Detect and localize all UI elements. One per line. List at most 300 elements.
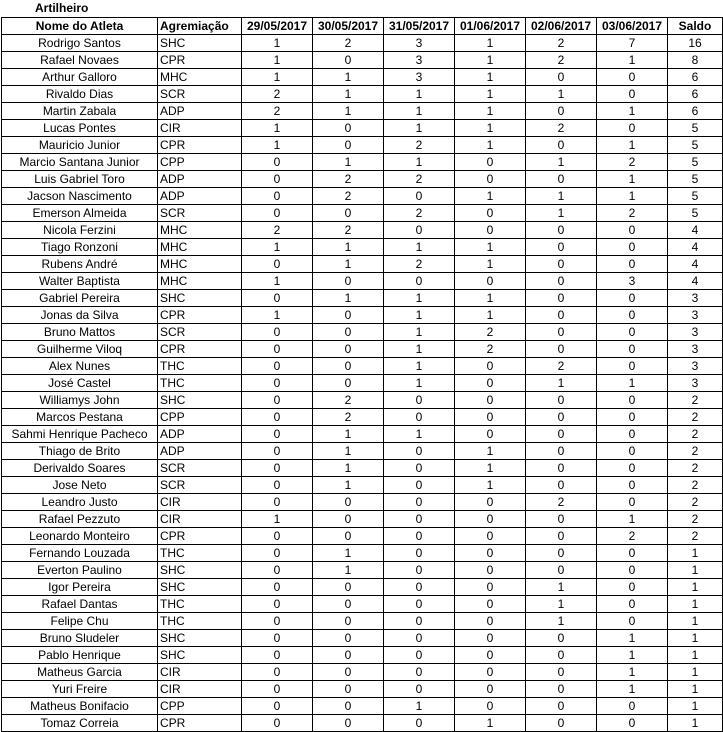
total-cell[interactable]: 1	[668, 630, 723, 647]
date-6-cell[interactable]: 0	[597, 307, 668, 324]
date-4-cell[interactable]: 0	[455, 154, 526, 171]
club-cell[interactable]: SCR	[158, 324, 242, 341]
club-cell[interactable]: SCR	[158, 460, 242, 477]
date-3-cell[interactable]: 0	[384, 630, 455, 647]
date-3-cell[interactable]: 0	[384, 494, 455, 511]
date-6-cell[interactable]: 1	[597, 664, 668, 681]
date-1-cell[interactable]: 0	[242, 664, 313, 681]
date-4-cell[interactable]: 0	[455, 205, 526, 222]
date-3-cell[interactable]: 2	[384, 171, 455, 188]
club-cell[interactable]: CPP	[158, 154, 242, 171]
date-1-cell[interactable]: 2	[242, 103, 313, 120]
athlete-name-cell[interactable]: Jonas da Silva	[2, 307, 158, 324]
total-cell[interactable]: 3	[668, 375, 723, 392]
athlete-name-cell[interactable]: Matheus Bonifacio	[2, 698, 158, 715]
athlete-name-cell[interactable]: Gabriel Pereira	[2, 290, 158, 307]
date-5-cell[interactable]: 0	[526, 511, 597, 528]
date-4-cell[interactable]: 0	[455, 494, 526, 511]
date-5-cell[interactable]: 0	[526, 273, 597, 290]
athlete-name-cell[interactable]: Martin Zabala	[2, 103, 158, 120]
total-cell[interactable]: 3	[668, 290, 723, 307]
date-1-cell[interactable]: 0	[242, 647, 313, 664]
club-cell[interactable]: CIR	[158, 681, 242, 698]
date-2-cell[interactable]: 0	[313, 579, 384, 596]
total-cell[interactable]: 4	[668, 239, 723, 256]
header-date-2[interactable]: 30/05/2017	[313, 18, 384, 35]
date-3-cell[interactable]: 1	[384, 698, 455, 715]
total-cell[interactable]: 4	[668, 256, 723, 273]
date-3-cell[interactable]: 2	[384, 137, 455, 154]
date-2-cell[interactable]: 2	[313, 409, 384, 426]
date-6-cell[interactable]: 0	[597, 596, 668, 613]
total-cell[interactable]: 5	[668, 120, 723, 137]
date-6-cell[interactable]: 0	[597, 341, 668, 358]
date-4-cell[interactable]: 2	[455, 324, 526, 341]
total-cell[interactable]: 2	[668, 426, 723, 443]
date-1-cell[interactable]: 1	[242, 511, 313, 528]
date-6-cell[interactable]: 1	[597, 103, 668, 120]
date-3-cell[interactable]: 0	[384, 545, 455, 562]
athlete-name-cell[interactable]: Fernando Louzada	[2, 545, 158, 562]
athlete-name-cell[interactable]: José Castel	[2, 375, 158, 392]
total-cell[interactable]: 1	[668, 681, 723, 698]
date-2-cell[interactable]: 1	[313, 239, 384, 256]
date-1-cell[interactable]: 1	[242, 52, 313, 69]
date-3-cell[interactable]: 0	[384, 596, 455, 613]
athlete-name-cell[interactable]: Tiago Ronzoni	[2, 239, 158, 256]
date-1-cell[interactable]: 0	[242, 562, 313, 579]
date-1-cell[interactable]: 0	[242, 358, 313, 375]
total-cell[interactable]: 6	[668, 69, 723, 86]
date-2-cell[interactable]: 0	[313, 630, 384, 647]
athlete-name-cell[interactable]: Lucas Pontes	[2, 120, 158, 137]
athlete-name-cell[interactable]: Igor Pereira	[2, 579, 158, 596]
total-cell[interactable]: 1	[668, 715, 723, 732]
date-5-cell[interactable]: 0	[526, 137, 597, 154]
date-3-cell[interactable]: 0	[384, 392, 455, 409]
total-cell[interactable]: 5	[668, 171, 723, 188]
date-2-cell[interactable]: 0	[313, 120, 384, 137]
date-3-cell[interactable]: 1	[384, 341, 455, 358]
header-date-5[interactable]: 02/06/2017	[526, 18, 597, 35]
date-1-cell[interactable]: 2	[242, 222, 313, 239]
header-date-6[interactable]: 03/06/2017	[597, 18, 668, 35]
date-1-cell[interactable]: 2	[242, 86, 313, 103]
club-cell[interactable]: ADP	[158, 103, 242, 120]
date-4-cell[interactable]: 1	[455, 188, 526, 205]
date-4-cell[interactable]: 0	[455, 664, 526, 681]
date-6-cell[interactable]: 2	[597, 528, 668, 545]
date-4-cell[interactable]: 0	[455, 375, 526, 392]
total-cell[interactable]: 3	[668, 341, 723, 358]
date-1-cell[interactable]: 1	[242, 69, 313, 86]
date-4-cell[interactable]: 0	[455, 528, 526, 545]
date-4-cell[interactable]: 0	[455, 647, 526, 664]
header-date-3[interactable]: 31/05/2017	[384, 18, 455, 35]
date-4-cell[interactable]: 1	[455, 35, 526, 52]
date-3-cell[interactable]: 1	[384, 375, 455, 392]
date-6-cell[interactable]: 0	[597, 120, 668, 137]
date-2-cell[interactable]: 0	[313, 698, 384, 715]
club-cell[interactable]: THC	[158, 613, 242, 630]
date-3-cell[interactable]: 0	[384, 188, 455, 205]
date-2-cell[interactable]: 2	[313, 35, 384, 52]
club-cell[interactable]: SHC	[158, 579, 242, 596]
date-4-cell[interactable]: 0	[455, 562, 526, 579]
date-1-cell[interactable]: 0	[242, 715, 313, 732]
header-total[interactable]: Saldo	[668, 18, 723, 35]
date-5-cell[interactable]: 2	[526, 52, 597, 69]
date-6-cell[interactable]: 1	[597, 171, 668, 188]
date-5-cell[interactable]: 1	[526, 596, 597, 613]
date-1-cell[interactable]: 1	[242, 307, 313, 324]
date-6-cell[interactable]: 0	[597, 409, 668, 426]
date-5-cell[interactable]: 0	[526, 290, 597, 307]
date-6-cell[interactable]: 0	[597, 477, 668, 494]
total-cell[interactable]: 1	[668, 596, 723, 613]
club-cell[interactable]: CPR	[158, 715, 242, 732]
date-6-cell[interactable]: 1	[597, 511, 668, 528]
date-3-cell[interactable]: 1	[384, 358, 455, 375]
club-cell[interactable]: THC	[158, 545, 242, 562]
club-cell[interactable]: THC	[158, 596, 242, 613]
date-2-cell[interactable]: 0	[313, 715, 384, 732]
date-1-cell[interactable]: 0	[242, 290, 313, 307]
date-3-cell[interactable]: 0	[384, 409, 455, 426]
total-cell[interactable]: 1	[668, 562, 723, 579]
date-4-cell[interactable]: 1	[455, 103, 526, 120]
club-cell[interactable]: ADP	[158, 443, 242, 460]
date-1-cell[interactable]: 0	[242, 256, 313, 273]
date-4-cell[interactable]: 1	[455, 69, 526, 86]
date-4-cell[interactable]: 1	[455, 52, 526, 69]
date-1-cell[interactable]: 0	[242, 171, 313, 188]
club-cell[interactable]: MHC	[158, 69, 242, 86]
date-1-cell[interactable]: 0	[242, 426, 313, 443]
date-6-cell[interactable]: 0	[597, 86, 668, 103]
date-5-cell[interactable]: 1	[526, 579, 597, 596]
athlete-name-cell[interactable]: Yuri Freire	[2, 681, 158, 698]
date-5-cell[interactable]: 1	[526, 188, 597, 205]
total-cell[interactable]: 2	[668, 494, 723, 511]
total-cell[interactable]: 3	[668, 358, 723, 375]
date-4-cell[interactable]: 0	[455, 613, 526, 630]
date-5-cell[interactable]: 0	[526, 222, 597, 239]
date-5-cell[interactable]: 2	[526, 120, 597, 137]
date-3-cell[interactable]: 1	[384, 154, 455, 171]
date-2-cell[interactable]: 2	[313, 188, 384, 205]
athlete-name-cell[interactable]: Nicola Ferzini	[2, 222, 158, 239]
date-2-cell[interactable]: 0	[313, 358, 384, 375]
club-cell[interactable]: CPR	[158, 341, 242, 358]
athlete-name-cell[interactable]: Everton Paulino	[2, 562, 158, 579]
athlete-name-cell[interactable]: Thiago de Brito	[2, 443, 158, 460]
date-1-cell[interactable]: 0	[242, 477, 313, 494]
date-5-cell[interactable]: 0	[526, 341, 597, 358]
club-cell[interactable]: SHC	[158, 290, 242, 307]
date-4-cell[interactable]: 0	[455, 630, 526, 647]
date-4-cell[interactable]: 1	[455, 715, 526, 732]
date-5-cell[interactable]: 1	[526, 154, 597, 171]
athlete-name-cell[interactable]: Felipe Chu	[2, 613, 158, 630]
date-5-cell[interactable]: 2	[526, 35, 597, 52]
date-3-cell[interactable]: 1	[384, 290, 455, 307]
date-4-cell[interactable]: 1	[455, 460, 526, 477]
date-1-cell[interactable]: 0	[242, 392, 313, 409]
date-3-cell[interactable]: 0	[384, 273, 455, 290]
athlete-name-cell[interactable]: Jacson Nascimento	[2, 188, 158, 205]
club-cell[interactable]: SHC	[158, 392, 242, 409]
date-6-cell[interactable]: 0	[597, 613, 668, 630]
date-3-cell[interactable]: 0	[384, 443, 455, 460]
club-cell[interactable]: CPP	[158, 698, 242, 715]
date-6-cell[interactable]: 1	[597, 630, 668, 647]
club-cell[interactable]: CIR	[158, 494, 242, 511]
date-2-cell[interactable]: 1	[313, 69, 384, 86]
date-1-cell[interactable]: 0	[242, 205, 313, 222]
date-6-cell[interactable]: 2	[597, 205, 668, 222]
date-4-cell[interactable]: 1	[455, 120, 526, 137]
athlete-name-cell[interactable]: Bruno Mattos	[2, 324, 158, 341]
date-2-cell[interactable]: 0	[313, 341, 384, 358]
date-5-cell[interactable]: 1	[526, 375, 597, 392]
date-5-cell[interactable]: 0	[526, 409, 597, 426]
date-4-cell[interactable]: 1	[455, 477, 526, 494]
date-1-cell[interactable]: 0	[242, 698, 313, 715]
date-3-cell[interactable]: 1	[384, 324, 455, 341]
date-2-cell[interactable]: 0	[313, 324, 384, 341]
total-cell[interactable]: 2	[668, 409, 723, 426]
date-2-cell[interactable]: 2	[313, 392, 384, 409]
date-4-cell[interactable]: 0	[455, 392, 526, 409]
date-1-cell[interactable]: 1	[242, 137, 313, 154]
club-cell[interactable]: CPR	[158, 52, 242, 69]
date-2-cell[interactable]: 1	[313, 443, 384, 460]
date-3-cell[interactable]: 0	[384, 613, 455, 630]
date-5-cell[interactable]: 0	[526, 239, 597, 256]
date-2-cell[interactable]: 0	[313, 494, 384, 511]
date-1-cell[interactable]: 0	[242, 443, 313, 460]
date-6-cell[interactable]: 0	[597, 715, 668, 732]
total-cell[interactable]: 2	[668, 528, 723, 545]
date-6-cell[interactable]: 0	[597, 562, 668, 579]
club-cell[interactable]: MHC	[158, 273, 242, 290]
date-1-cell[interactable]: 0	[242, 341, 313, 358]
date-2-cell[interactable]: 1	[313, 545, 384, 562]
club-cell[interactable]: CIR	[158, 511, 242, 528]
date-3-cell[interactable]: 0	[384, 511, 455, 528]
date-2-cell[interactable]: 1	[313, 290, 384, 307]
date-4-cell[interactable]: 1	[455, 307, 526, 324]
total-cell[interactable]: 5	[668, 154, 723, 171]
date-3-cell[interactable]: 0	[384, 528, 455, 545]
date-6-cell[interactable]: 0	[597, 69, 668, 86]
date-2-cell[interactable]: 1	[313, 460, 384, 477]
date-6-cell[interactable]: 0	[597, 426, 668, 443]
date-3-cell[interactable]: 0	[384, 222, 455, 239]
athlete-name-cell[interactable]: Rafael Dantas	[2, 596, 158, 613]
date-2-cell[interactable]: 0	[313, 307, 384, 324]
athlete-name-cell[interactable]: Jose Neto	[2, 477, 158, 494]
date-5-cell[interactable]: 0	[526, 545, 597, 562]
date-4-cell[interactable]: 0	[455, 596, 526, 613]
club-cell[interactable]: CIR	[158, 120, 242, 137]
club-cell[interactable]: MHC	[158, 239, 242, 256]
date-3-cell[interactable]: 0	[384, 477, 455, 494]
total-cell[interactable]: 2	[668, 460, 723, 477]
total-cell[interactable]: 4	[668, 222, 723, 239]
date-3-cell[interactable]: 1	[384, 307, 455, 324]
date-3-cell[interactable]: 0	[384, 664, 455, 681]
date-6-cell[interactable]: 0	[597, 392, 668, 409]
athlete-name-cell[interactable]: Rivaldo Dias	[2, 86, 158, 103]
date-4-cell[interactable]: 0	[455, 358, 526, 375]
date-6-cell[interactable]: 0	[597, 579, 668, 596]
club-cell[interactable]: THC	[158, 375, 242, 392]
date-3-cell[interactable]: 0	[384, 647, 455, 664]
date-3-cell[interactable]: 2	[384, 256, 455, 273]
club-cell[interactable]: CPR	[158, 528, 242, 545]
date-3-cell[interactable]: 1	[384, 426, 455, 443]
date-2-cell[interactable]: 1	[313, 103, 384, 120]
date-2-cell[interactable]: 2	[313, 222, 384, 239]
club-cell[interactable]: CPP	[158, 409, 242, 426]
date-1-cell[interactable]: 1	[242, 273, 313, 290]
date-6-cell[interactable]: 1	[597, 681, 668, 698]
athlete-name-cell[interactable]: Rafael Novaes	[2, 52, 158, 69]
date-4-cell[interactable]: 1	[455, 443, 526, 460]
club-cell[interactable]: SHC	[158, 35, 242, 52]
date-6-cell[interactable]: 0	[597, 358, 668, 375]
date-2-cell[interactable]: 1	[313, 477, 384, 494]
date-5-cell[interactable]: 0	[526, 443, 597, 460]
header-club[interactable]: Agremiação	[158, 18, 242, 35]
club-cell[interactable]: ADP	[158, 171, 242, 188]
date-5-cell[interactable]: 0	[526, 562, 597, 579]
date-2-cell[interactable]: 0	[313, 613, 384, 630]
date-5-cell[interactable]: 0	[526, 477, 597, 494]
date-4-cell[interactable]: 0	[455, 426, 526, 443]
date-4-cell[interactable]: 1	[455, 137, 526, 154]
club-cell[interactable]: MHC	[158, 256, 242, 273]
date-5-cell[interactable]: 1	[526, 205, 597, 222]
date-6-cell[interactable]: 0	[597, 698, 668, 715]
total-cell[interactable]: 2	[668, 443, 723, 460]
date-2-cell[interactable]: 0	[313, 511, 384, 528]
date-6-cell[interactable]: 1	[597, 375, 668, 392]
date-6-cell[interactable]: 0	[597, 545, 668, 562]
total-cell[interactable]: 2	[668, 392, 723, 409]
athlete-name-cell[interactable]: Mauricio Junior	[2, 137, 158, 154]
date-4-cell[interactable]: 0	[455, 409, 526, 426]
total-cell[interactable]: 6	[668, 103, 723, 120]
date-1-cell[interactable]: 0	[242, 579, 313, 596]
date-3-cell[interactable]: 1	[384, 86, 455, 103]
total-cell[interactable]: 1	[668, 664, 723, 681]
date-5-cell[interactable]: 1	[526, 86, 597, 103]
athlete-name-cell[interactable]: Sahmi Henrique Pacheco	[2, 426, 158, 443]
date-3-cell[interactable]: 2	[384, 205, 455, 222]
date-5-cell[interactable]: 0	[526, 426, 597, 443]
club-cell[interactable]: THC	[158, 358, 242, 375]
club-cell[interactable]: SCR	[158, 205, 242, 222]
date-5-cell[interactable]: 2	[526, 494, 597, 511]
date-5-cell[interactable]: 0	[526, 307, 597, 324]
date-1-cell[interactable]: 0	[242, 154, 313, 171]
date-1-cell[interactable]: 0	[242, 613, 313, 630]
date-2-cell[interactable]: 2	[313, 171, 384, 188]
date-2-cell[interactable]: 0	[313, 273, 384, 290]
athlete-name-cell[interactable]: Williamys John	[2, 392, 158, 409]
date-3-cell[interactable]: 0	[384, 715, 455, 732]
date-5-cell[interactable]: 0	[526, 69, 597, 86]
date-1-cell[interactable]: 0	[242, 545, 313, 562]
date-6-cell[interactable]: 0	[597, 256, 668, 273]
date-3-cell[interactable]: 0	[384, 681, 455, 698]
date-2-cell[interactable]: 0	[313, 596, 384, 613]
total-cell[interactable]: 4	[668, 273, 723, 290]
date-3-cell[interactable]: 1	[384, 239, 455, 256]
date-5-cell[interactable]: 0	[526, 324, 597, 341]
athlete-name-cell[interactable]: Guilherme Viloq	[2, 341, 158, 358]
date-3-cell[interactable]: 1	[384, 103, 455, 120]
date-5-cell[interactable]: 2	[526, 358, 597, 375]
date-3-cell[interactable]: 1	[384, 120, 455, 137]
date-2-cell[interactable]: 1	[313, 256, 384, 273]
header-date-1[interactable]: 29/05/2017	[242, 18, 313, 35]
date-1-cell[interactable]: 0	[242, 596, 313, 613]
club-cell[interactable]: ADP	[158, 188, 242, 205]
athlete-name-cell[interactable]: Alex Nunes	[2, 358, 158, 375]
date-1-cell[interactable]: 0	[242, 528, 313, 545]
club-cell[interactable]: CPR	[158, 137, 242, 154]
date-5-cell[interactable]: 0	[526, 698, 597, 715]
date-5-cell[interactable]: 0	[526, 171, 597, 188]
club-cell[interactable]: SHC	[158, 630, 242, 647]
athlete-name-cell[interactable]: Rodrigo Santos	[2, 35, 158, 52]
date-3-cell[interactable]: 3	[384, 35, 455, 52]
athlete-name-cell[interactable]: Emerson Almeida	[2, 205, 158, 222]
date-1-cell[interactable]: 0	[242, 188, 313, 205]
athlete-name-cell[interactable]: Bruno Sludeler	[2, 630, 158, 647]
athlete-name-cell[interactable]: Leandro Justo	[2, 494, 158, 511]
total-cell[interactable]: 6	[668, 86, 723, 103]
athlete-name-cell[interactable]: Marcio Santana Junior	[2, 154, 158, 171]
date-1-cell[interactable]: 0	[242, 630, 313, 647]
club-cell[interactable]: SHC	[158, 562, 242, 579]
total-cell[interactable]: 16	[668, 35, 723, 52]
date-2-cell[interactable]: 0	[313, 647, 384, 664]
total-cell[interactable]: 1	[668, 613, 723, 630]
date-1-cell[interactable]: 0	[242, 324, 313, 341]
club-cell[interactable]: CPR	[158, 307, 242, 324]
date-3-cell[interactable]: 0	[384, 562, 455, 579]
date-6-cell[interactable]: 1	[597, 52, 668, 69]
total-cell[interactable]: 5	[668, 188, 723, 205]
total-cell[interactable]: 1	[668, 647, 723, 664]
date-1-cell[interactable]: 0	[242, 681, 313, 698]
date-5-cell[interactable]: 0	[526, 647, 597, 664]
date-5-cell[interactable]: 1	[526, 613, 597, 630]
date-4-cell[interactable]: 1	[455, 239, 526, 256]
athlete-name-cell[interactable]: Pablo Henrique	[2, 647, 158, 664]
total-cell[interactable]: 1	[668, 579, 723, 596]
club-cell[interactable]: SCR	[158, 477, 242, 494]
date-4-cell[interactable]: 0	[455, 222, 526, 239]
date-5-cell[interactable]: 0	[526, 460, 597, 477]
club-cell[interactable]: SHC	[158, 647, 242, 664]
date-2-cell[interactable]: 1	[313, 426, 384, 443]
